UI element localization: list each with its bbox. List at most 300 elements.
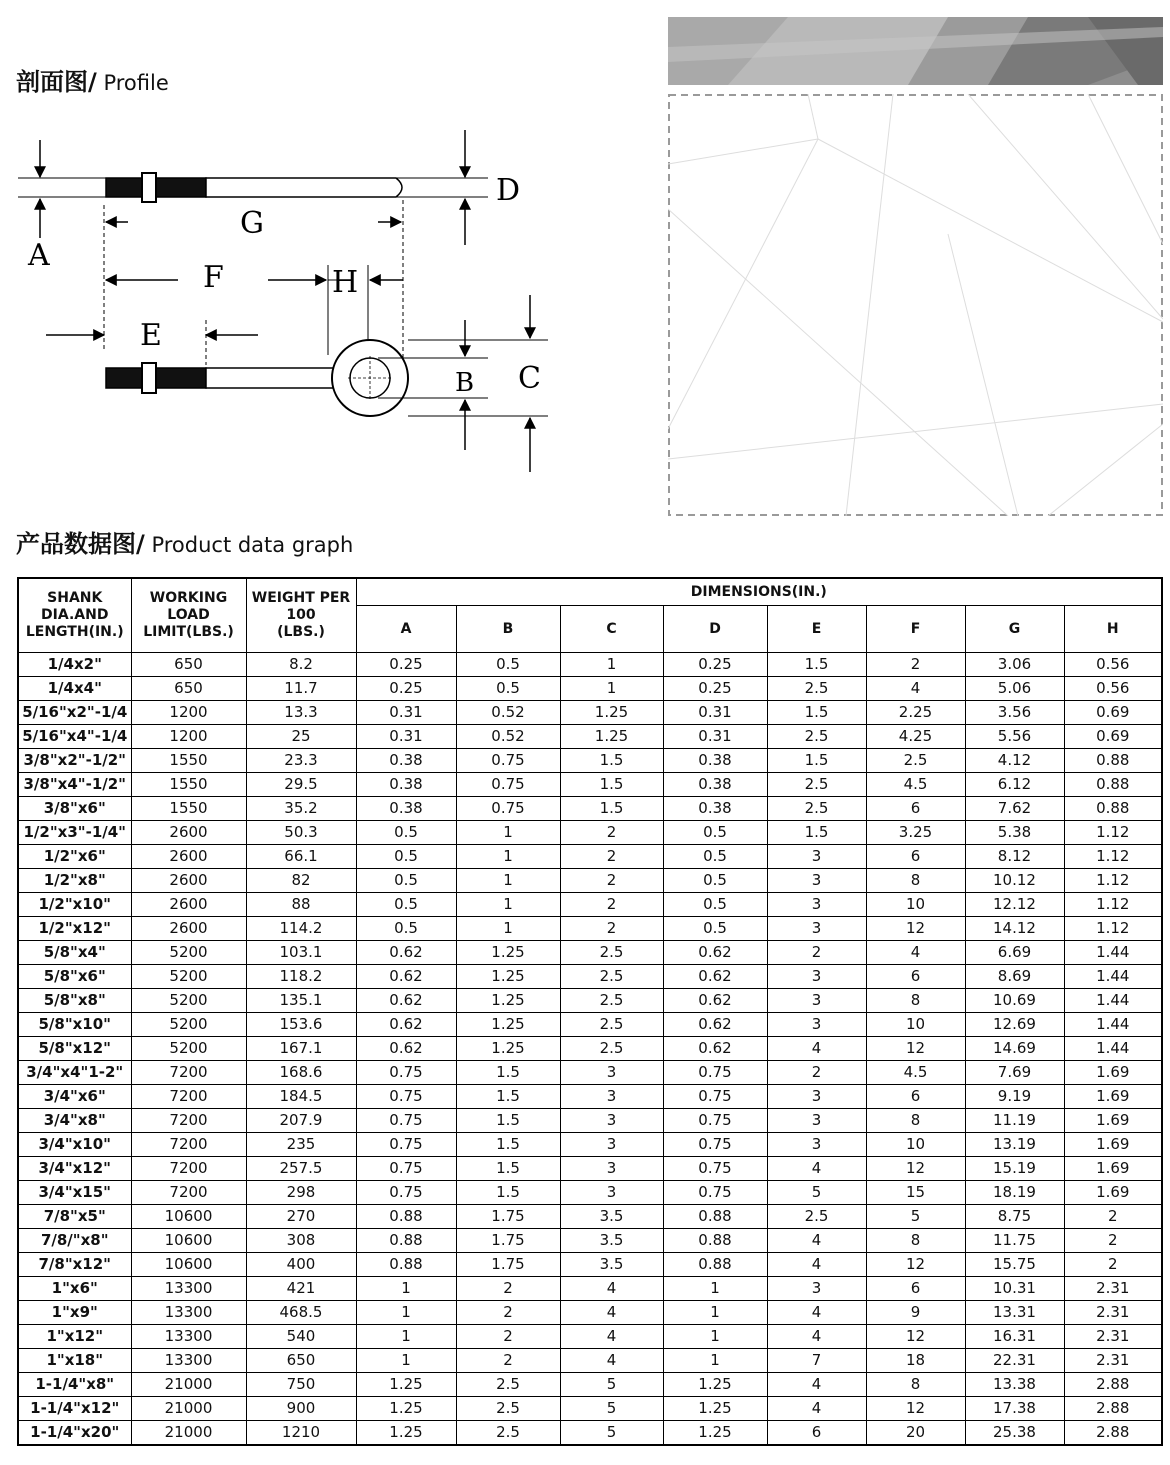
table-cell: 2 [767,941,866,965]
table-cell: 5.56 [965,725,1064,749]
table-cell: 257.5 [246,1157,356,1181]
table-cell: 0.56 [1064,677,1162,701]
table-cell: 1.69 [1064,1133,1162,1157]
table-cell: 6 [866,797,965,821]
table-cell: 0.5 [663,845,767,869]
table-cell: 15 [866,1181,965,1205]
table-cell: 3/8"x2"-1/2" [18,749,131,773]
table-row [18,773,1162,797]
spec-table-body [18,653,1162,1446]
label-B: B [455,368,475,398]
table-cell: 1.75 [456,1253,560,1277]
table-cell: 8.2 [246,653,356,677]
table-cell: 0.75 [663,1181,767,1205]
table-cell: 3 [560,1157,663,1181]
table-cell: 5.06 [965,677,1064,701]
table-cell: 0.62 [663,1037,767,1061]
table-cell: 3 [767,1085,866,1109]
table-cell: 16.31 [965,1325,1064,1349]
table-cell: 4 [560,1349,663,1373]
table-cell: 1.12 [1064,845,1162,869]
table-cell: 13300 [131,1277,246,1301]
table-cell: 3/4"x8" [18,1109,131,1133]
table-cell: 1 [356,1325,456,1349]
product-spec-table [17,577,1163,1446]
table-cell: 5/8"x8" [18,989,131,1013]
table-cell: 114.2 [246,917,356,941]
table-cell: 650 [246,1349,356,1373]
table-cell: 1.12 [1064,869,1162,893]
table-cell: 2.31 [1064,1325,1162,1349]
table-cell: 0.38 [356,773,456,797]
table-cell: 2 [560,917,663,941]
table-cell: 12 [866,1325,965,1349]
table-cell: 10 [866,1133,965,1157]
table-cell: 5 [866,1205,965,1229]
table-cell: 8 [866,1229,965,1253]
table-cell: 13.3 [246,701,356,725]
table-cell: 0.62 [356,1037,456,1061]
table-cell: 17.38 [965,1397,1064,1421]
table-cell: 1.5 [456,1157,560,1181]
table-cell: 2 [456,1301,560,1325]
table-cell: 650 [131,653,246,677]
table-cell: 1 [356,1349,456,1373]
table-cell: 2.5 [767,1205,866,1229]
table-cell: 14.69 [965,1037,1064,1061]
table-cell: 168.6 [246,1061,356,1085]
table-cell: 0.75 [356,1061,456,1085]
table-cell: 0.88 [1064,773,1162,797]
table-cell: 6 [866,1085,965,1109]
table-cell: 0.75 [456,749,560,773]
eye-bolt-profile-diagram [18,120,558,490]
table-cell: 1 [663,1349,767,1373]
table-cell: 1.75 [456,1229,560,1253]
table-cell: 2.5 [560,965,663,989]
table-cell: 2 [560,869,663,893]
table-cell: 0.62 [663,1013,767,1037]
table-cell: 5 [560,1421,663,1446]
table-cell: 0.38 [663,749,767,773]
table-cell: 1.25 [663,1397,767,1421]
table-cell: 2.88 [1064,1397,1162,1421]
data-title-en: Product data graph [144,533,354,557]
header-dim-c: C [560,606,663,653]
table-cell: 0.25 [663,653,767,677]
table-cell: 0.75 [663,1109,767,1133]
header-dim-h: H [1064,606,1162,653]
table-cell: 1/2"x12" [18,917,131,941]
table-cell: 0.88 [663,1205,767,1229]
table-cell: 8.69 [965,965,1064,989]
table-cell: 3 [767,1133,866,1157]
table-cell: 1550 [131,749,246,773]
table-cell: 12.12 [965,893,1064,917]
table-cell: 2.5 [866,749,965,773]
table-row [18,917,1162,941]
table-cell: 1 [560,677,663,701]
table-cell: 1.5 [767,653,866,677]
table-cell: 4 [767,1157,866,1181]
table-cell: 3 [767,869,866,893]
table-cell: 1.25 [456,965,560,989]
table-cell: 1"x6" [18,1277,131,1301]
table-cell: 0.88 [356,1205,456,1229]
table-cell: 4 [767,1301,866,1325]
table-cell: 2 [866,653,965,677]
label-A: A [28,238,50,273]
table-cell: 0.38 [356,797,456,821]
table-cell: 7200 [131,1133,246,1157]
profile-section-title [16,62,169,97]
table-cell: 270 [246,1205,356,1229]
table-cell: 10600 [131,1205,246,1229]
header-working-load: WORKING LOAD LIMIT(LBS.) [131,578,246,653]
table-row [18,965,1162,989]
table-row [18,1061,1162,1085]
table-cell: 13.31 [965,1301,1064,1325]
table-cell: 3.56 [965,701,1064,725]
table-cell: 0.5 [663,917,767,941]
table-cell: 14.12 [965,917,1064,941]
table-cell: 3.25 [866,821,965,845]
table-cell: 1.25 [663,1373,767,1397]
table-cell: 0.69 [1064,725,1162,749]
table-cell: 6 [767,1421,866,1446]
table-cell: 1"x12" [18,1325,131,1349]
table-cell: 1-1/4"x12" [18,1397,131,1421]
table-cell: 167.1 [246,1037,356,1061]
table-cell: 0.5 [356,869,456,893]
table-cell: 3/8"x6" [18,797,131,821]
table-cell: 3 [560,1109,663,1133]
table-cell: 21000 [131,1397,246,1421]
table-row [18,1037,1162,1061]
table-cell: 10600 [131,1253,246,1277]
table-cell: 5/16"x2"-1/4 [18,701,131,725]
table-cell: 12 [866,1397,965,1421]
table-cell: 1/2"x6" [18,845,131,869]
table-cell: 3 [560,1061,663,1085]
table-cell: 0.62 [356,989,456,1013]
table-cell: 0.25 [663,677,767,701]
table-cell: 8 [866,1373,965,1397]
table-cell: 4 [767,1229,866,1253]
table-cell: 10 [866,1013,965,1037]
table-cell: 1210 [246,1421,356,1446]
table-cell: 3 [560,1085,663,1109]
table-cell: 2.5 [767,677,866,701]
table-cell: 5200 [131,1013,246,1037]
table-cell: 650 [131,677,246,701]
table-cell: 400 [246,1253,356,1277]
table-cell: 0.56 [1064,653,1162,677]
table-cell: 66.1 [246,845,356,869]
table-cell: 6 [866,1277,965,1301]
table-cell: 1.5 [560,797,663,821]
table-cell: 5200 [131,1037,246,1061]
table-cell: 8 [866,869,965,893]
table-cell: 6.12 [965,773,1064,797]
table-cell: 25 [246,725,356,749]
table-cell: 1.25 [356,1397,456,1421]
table-cell: 1.25 [456,989,560,1013]
table-cell: 13.38 [965,1373,1064,1397]
table-row [18,1085,1162,1109]
table-cell: 7200 [131,1061,246,1085]
table-cell: 7200 [131,1157,246,1181]
table-row [18,1181,1162,1205]
table-cell: 540 [246,1325,356,1349]
table-cell: 3/4"x12" [18,1157,131,1181]
table-cell: 6 [866,965,965,989]
table-cell: 1.12 [1064,917,1162,941]
label-D: D [496,173,521,208]
table-cell: 15.75 [965,1253,1064,1277]
table-cell: 1550 [131,773,246,797]
table-cell: 4.25 [866,725,965,749]
image-placeholder-frame [668,94,1163,516]
table-cell: 0.5 [663,869,767,893]
table-cell: 1 [456,821,560,845]
table-cell: 5.38 [965,821,1064,845]
table-cell: 0.31 [663,701,767,725]
table-cell: 2 [456,1349,560,1373]
table-cell: 4.5 [866,773,965,797]
table-cell: 13300 [131,1349,246,1373]
table-cell: 0.5 [356,893,456,917]
table-cell: 2 [560,821,663,845]
table-cell: 3.5 [560,1253,663,1277]
table-cell: 0.62 [663,965,767,989]
table-row [18,1205,1162,1229]
table-cell: 1200 [131,701,246,725]
header-dim-f: F [866,606,965,653]
table-cell: 1.69 [1064,1109,1162,1133]
table-cell: 12 [866,1253,965,1277]
table-cell: 3.06 [965,653,1064,677]
table-cell: 0.52 [456,701,560,725]
table-cell: 1 [456,869,560,893]
table-cell: 2 [456,1325,560,1349]
table-cell: 1"x9" [18,1301,131,1325]
table-cell: 2 [1064,1205,1162,1229]
table-cell: 0.38 [663,797,767,821]
table-cell: 103.1 [246,941,356,965]
profile-title-en: Profile [96,71,169,95]
table-cell: 0.38 [663,773,767,797]
label-G: G [240,206,264,241]
table-cell: 1 [663,1325,767,1349]
table-cell: 4 [767,1037,866,1061]
table-cell: 29.5 [246,773,356,797]
table-cell: 10.69 [965,989,1064,1013]
table-cell: 1.25 [560,701,663,725]
table-row [18,1229,1162,1253]
table-cell: 9.19 [965,1085,1064,1109]
table-cell: 1 [663,1301,767,1325]
table-cell: 1200 [131,725,246,749]
table-cell: 4.12 [965,749,1064,773]
table-cell: 1.5 [456,1109,560,1133]
table-cell: 10.31 [965,1277,1064,1301]
table-cell: 4 [560,1301,663,1325]
table-cell: 2.5 [456,1421,560,1446]
table-cell: 1/2"x3"-1/4" [18,821,131,845]
table-cell: 1.5 [767,701,866,725]
table-cell: 1/2"x10" [18,893,131,917]
table-row [18,989,1162,1013]
table-cell: 1.25 [356,1421,456,1446]
table-cell: 3/4"x6" [18,1085,131,1109]
table-cell: 5/16"x4"-1/4 [18,725,131,749]
table-cell: 4 [767,1373,866,1397]
table-cell: 2.25 [866,701,965,725]
table-cell: 1.44 [1064,941,1162,965]
table-cell: 2.5 [560,1037,663,1061]
table-cell: 3 [767,989,866,1013]
table-cell: 4 [767,1397,866,1421]
table-cell: 5200 [131,989,246,1013]
table-cell: 7.69 [965,1061,1064,1085]
table-row [18,1109,1162,1133]
table-cell: 22.31 [965,1349,1064,1373]
label-E: E [140,318,162,353]
label-F: F [203,260,224,295]
table-cell: 11.7 [246,677,356,701]
table-cell: 5 [560,1373,663,1397]
table-cell: 0.52 [456,725,560,749]
table-cell: 1.5 [456,1133,560,1157]
table-cell: 1.25 [456,1013,560,1037]
header-weight: WEIGHT PER 100 (LBS.) [246,578,356,653]
table-cell: 7/8/"x8" [18,1229,131,1253]
table-cell: 5 [767,1181,866,1205]
table-cell: 5/8"x6" [18,965,131,989]
table-cell: 35.2 [246,797,356,821]
table-cell: 1/4x4" [18,677,131,701]
table-cell: 184.5 [246,1085,356,1109]
header-dim-e: E [767,606,866,653]
table-cell: 1.44 [1064,989,1162,1013]
table-cell: 8 [866,989,965,1013]
table-cell: 308 [246,1229,356,1253]
table-cell: 3/8"x4"-1/2" [18,773,131,797]
table-row [18,1013,1162,1037]
table-cell: 50.3 [246,821,356,845]
table-cell: 2.31 [1064,1277,1162,1301]
table-cell: 1.5 [456,1061,560,1085]
data-title-cn: 产品数据图/ [16,530,145,558]
table-cell: 750 [246,1373,356,1397]
table-cell: 2.5 [767,797,866,821]
table-cell: 0.88 [356,1253,456,1277]
table-row [18,1373,1162,1397]
table-cell: 1.25 [456,941,560,965]
table-cell: 1.69 [1064,1085,1162,1109]
table-row [18,797,1162,821]
table-cell: 3.5 [560,1229,663,1253]
table-cell: 0.75 [356,1181,456,1205]
table-cell: 3.5 [560,1205,663,1229]
table-cell: 15.19 [965,1157,1064,1181]
header-dim-d: D [663,606,767,653]
header-dim-g: G [965,606,1064,653]
table-cell: 0.5 [456,653,560,677]
table-cell: 1.25 [456,1037,560,1061]
table-cell: 7200 [131,1085,246,1109]
table-cell: 4 [866,941,965,965]
table-row [18,869,1162,893]
table-cell: 2.88 [1064,1421,1162,1446]
table-cell: 4 [767,1253,866,1277]
table-cell: 3 [767,917,866,941]
table-cell: 5/8"x10" [18,1013,131,1037]
table-cell: 0.5 [456,677,560,701]
table-cell: 1.25 [663,1421,767,1446]
table-cell: 0.75 [663,1061,767,1085]
table-cell: 0.5 [356,821,456,845]
table-cell: 2 [456,1277,560,1301]
table-row [18,749,1162,773]
table-cell: 3/4"x4"1-2" [18,1061,131,1085]
table-cell: 13300 [131,1301,246,1325]
table-cell: 2.5 [767,725,866,749]
decorative-banner [668,17,1163,85]
header-dim-a: A [356,606,456,653]
table-cell: 2.88 [1064,1373,1162,1397]
table-cell: 0.75 [356,1085,456,1109]
table-cell: 0.62 [663,989,767,1013]
table-cell: 1"x18" [18,1349,131,1373]
table-cell: 4 [866,677,965,701]
table-row [18,1277,1162,1301]
table-cell: 2600 [131,821,246,845]
table-cell: 118.2 [246,965,356,989]
table-cell: 4 [560,1325,663,1349]
table-cell: 3 [767,1109,866,1133]
table-cell: 421 [246,1277,356,1301]
profile-title-cn: 剖面图/ [16,68,97,96]
table-cell: 21000 [131,1421,246,1446]
table-cell: 1/2"x8" [18,869,131,893]
table-cell: 1-1/4"x20" [18,1421,131,1446]
header-dimensions: DIMENSIONS(IN.) [356,578,1162,606]
table-row [18,1301,1162,1325]
table-cell: 0.25 [356,677,456,701]
table-cell: 13300 [131,1325,246,1349]
table-cell: 0.31 [356,725,456,749]
table-cell: 10 [866,893,965,917]
table-cell: 1.12 [1064,821,1162,845]
table-cell: 0.31 [356,701,456,725]
table-cell: 0.75 [456,797,560,821]
table-cell: 2.31 [1064,1349,1162,1373]
table-cell: 3 [767,965,866,989]
table-cell: 2.5 [456,1373,560,1397]
table-cell: 1.69 [1064,1157,1162,1181]
header-shank: SHANK DIA.AND LENGTH(IN.) [18,578,131,653]
table-cell: 0.62 [356,941,456,965]
table-cell: 0.69 [1064,701,1162,725]
table-cell: 2 [560,893,663,917]
table-cell: 10.12 [965,869,1064,893]
table-cell: 1.25 [560,725,663,749]
table-cell: 8 [866,1109,965,1133]
table-cell: 0.5 [356,917,456,941]
table-row [18,1325,1162,1349]
